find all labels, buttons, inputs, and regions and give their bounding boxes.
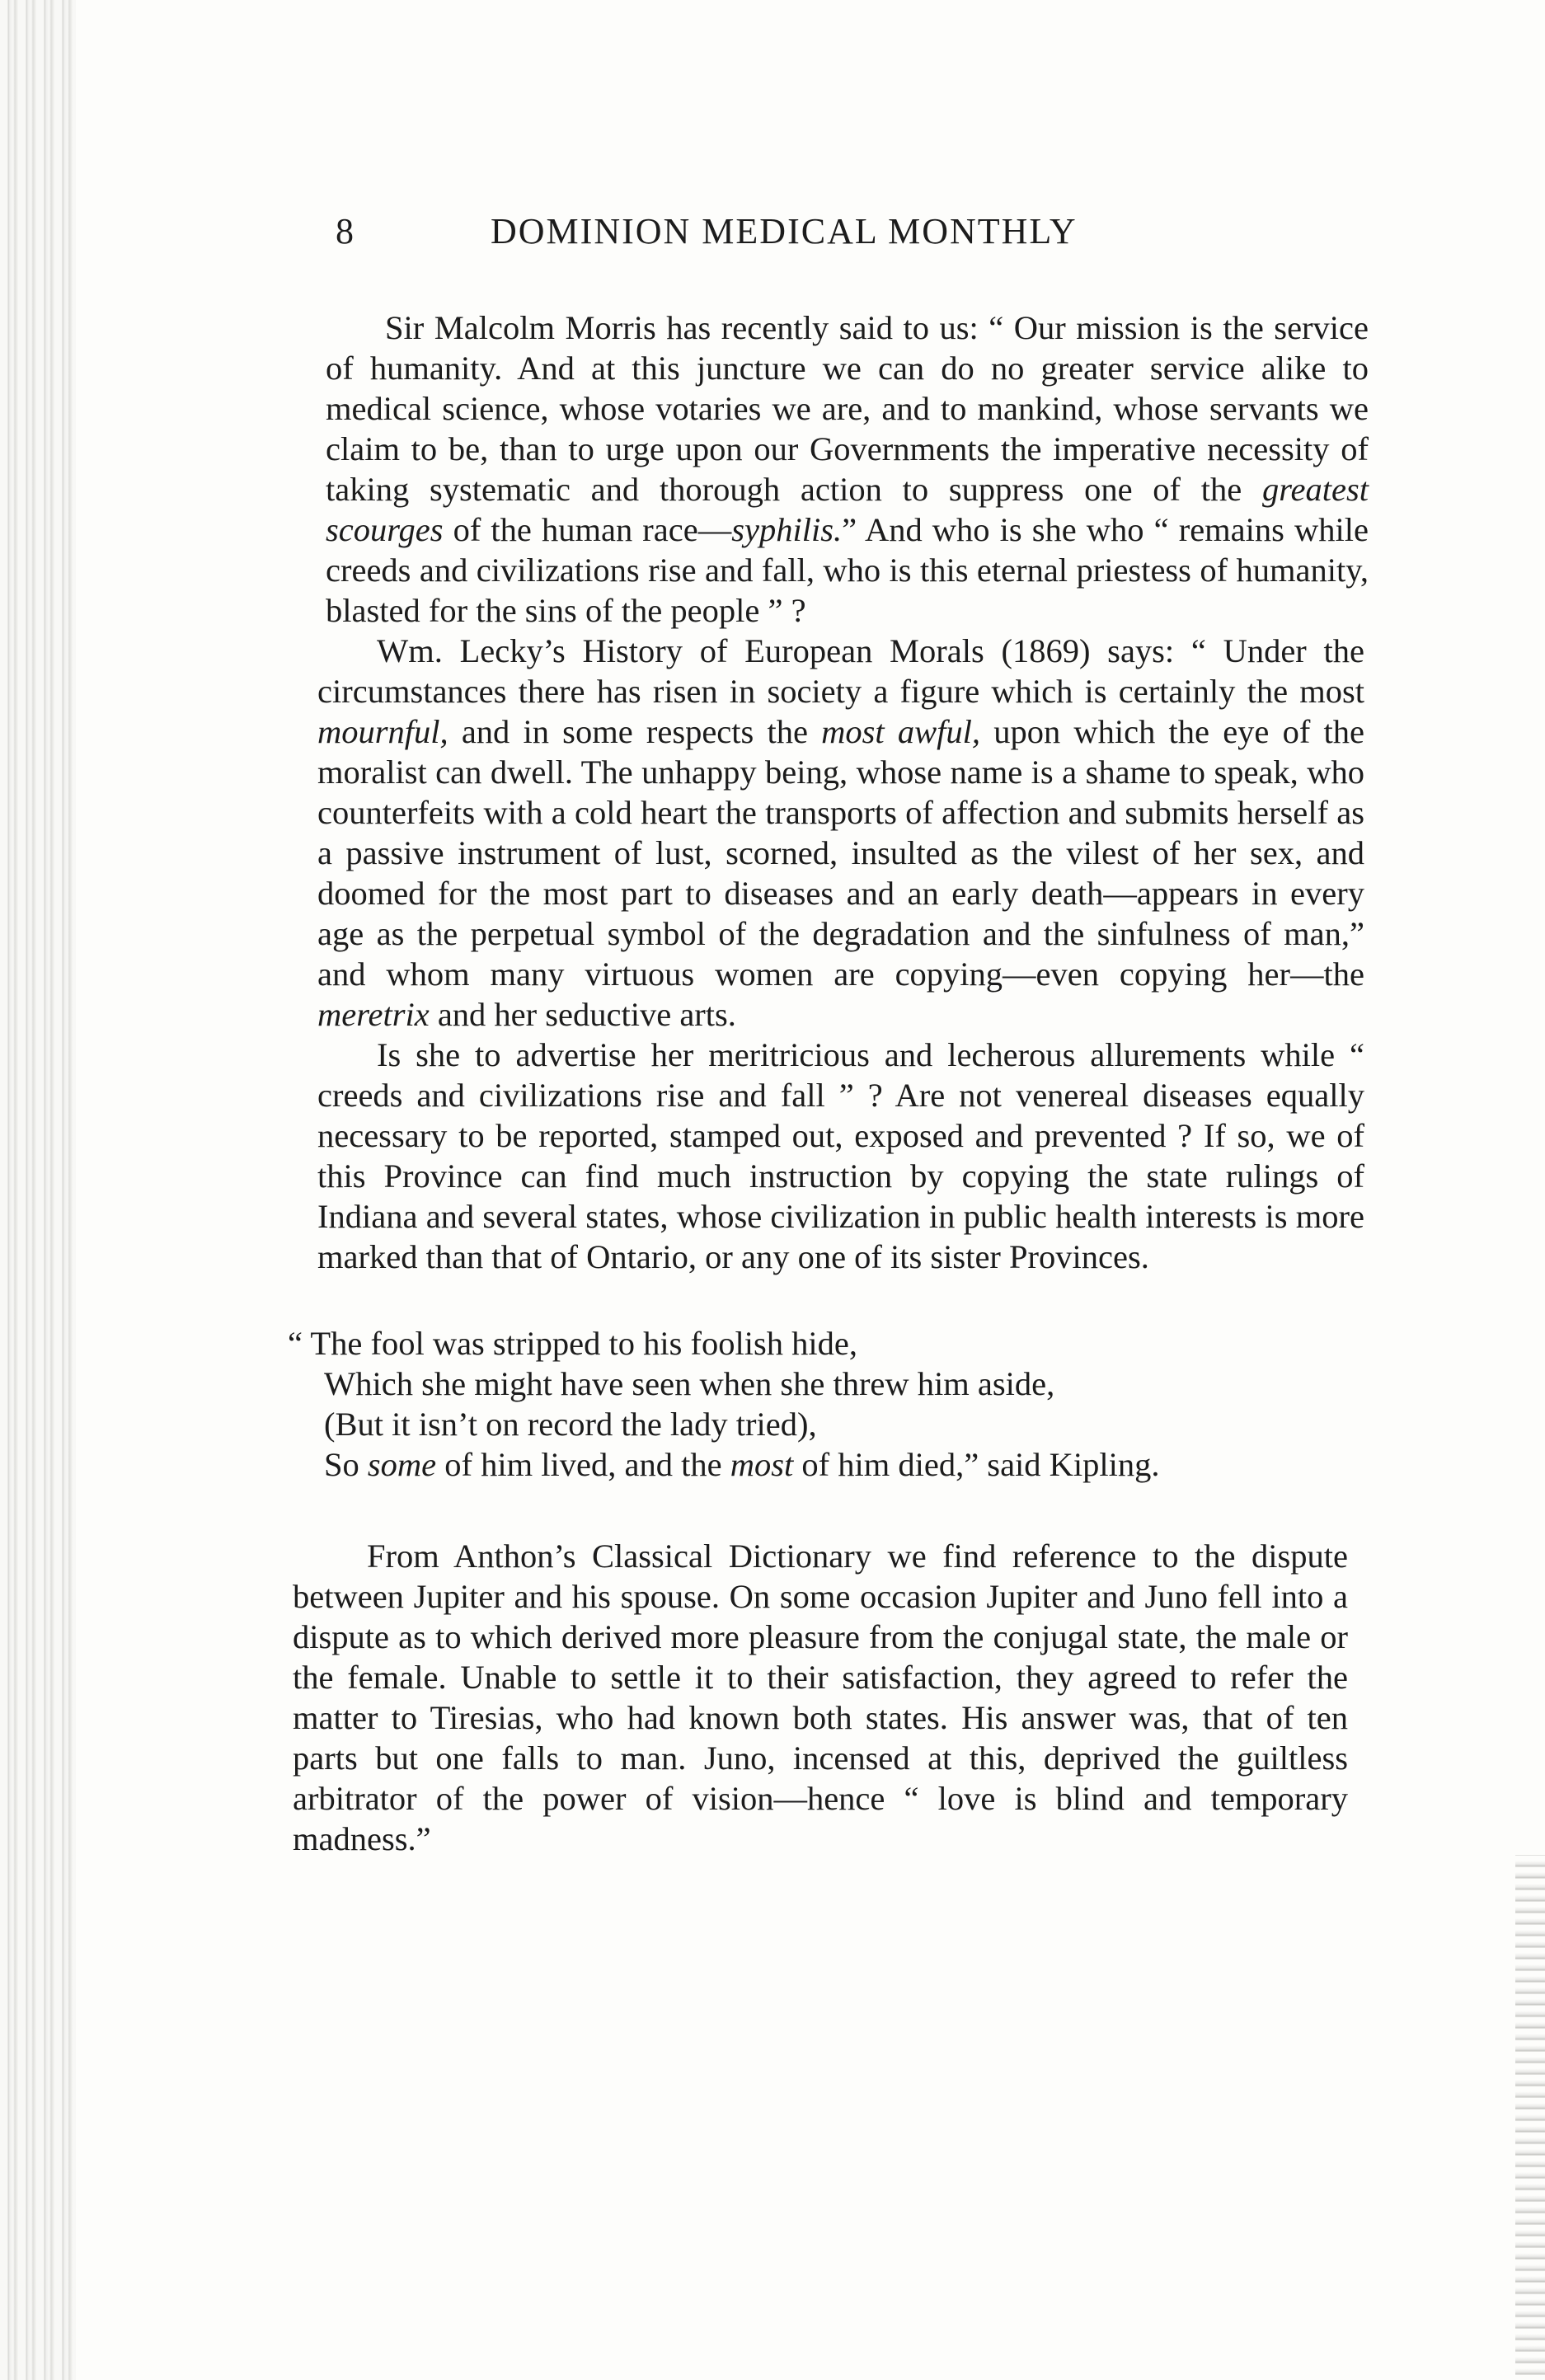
kipling-poem: [288, 1323, 1373, 1485]
poem-line-1: [288, 1323, 1373, 1364]
paragraph-lecky: [317, 631, 1364, 1035]
text-run: (But it isn’t on record the lady tried),: [324, 1406, 817, 1443]
journal-title: DOMINION MEDICAL MONTHLY: [491, 211, 1078, 251]
poem-line-4: [288, 1444, 1373, 1485]
poem-line-2: [288, 1364, 1373, 1404]
italic-phrase: some: [367, 1446, 437, 1483]
italic-phrase: meretrix: [317, 996, 430, 1033]
text-run: of him lived, and the: [436, 1446, 730, 1483]
paragraph-venereal-diseases: [317, 1035, 1364, 1277]
text-run: ” And who is she who “ remains while creeds and civilizations rise and fall, who is this eternal priestess of humanity, blasted for the sins of the people ” ?: [326, 511, 1369, 629]
paragraph-anthon: [293, 1536, 1348, 1859]
text-run: Wm. Lecky’s History of European Morals (1869) says: “ Under the circumstances there has risen in society a figure which is certainly the most: [317, 632, 1364, 710]
text-run: Which she might have seen when she threw him aside,: [324, 1365, 1055, 1402]
text-run: of the human race—: [443, 511, 732, 548]
italic-phrase: greatest scourges: [326, 471, 1369, 548]
text-run: Is she to advertise her meritricious and lecherous allurements while “ creeds and civilizations rise and fall ” ? Are not venereal diseases equally necessary to be reported, stamped out, exposed and prevented ? If so, we of this Province can find much instruction by copying the state rulings of Indiana and several states, whose civilization in public health interests is more marked than that of Ontario, or any one of its sister Provinces.: [317, 1036, 1364, 1275]
poem-line-3: [288, 1404, 1373, 1444]
page-number: 8: [336, 211, 354, 251]
text-run: of him died,” said Kipling.: [793, 1446, 1160, 1483]
italic-phrase: most: [730, 1446, 794, 1483]
italic-phrase: mournful,: [317, 713, 448, 750]
text-run: and in some respects the: [448, 713, 822, 750]
text-run: and her seductive arts.: [429, 996, 736, 1033]
italic-phrase: syphilis.: [731, 511, 843, 548]
scan-binding-edge: [0, 0, 76, 2380]
page-content: [276, 210, 1373, 1859]
text-run: upon which the eye of the moralist can dwell. The unhappy being, whose name is a shame to speak, who counterfeits with a cold heart the transports of affection and submits herself as a passive instrument of lust, scorned, insulted as the vilest of her sex, and doomed for the most part to diseases and an early death—appears in every age as the perpetual symbol of the degradation and the sinfulness of man,” and whom many virtuous women are copying—even copying her—the: [317, 713, 1364, 993]
text-run: So: [324, 1446, 368, 1483]
italic-phrase: most awful,: [821, 713, 980, 750]
text-run: “ The fool was stripped to his foolish hide,: [288, 1325, 858, 1362]
text-run: Sir Malcolm Morris has recently said to us: “ Our mission is the service of humanity. And at this juncture we can do no greater service alike to medical science, whose votaries we are, and to mankind, whose servants we claim to be, than to urge upon our Governments the imperative necessity of taking systematic and thorough action to suppress one of the: [326, 309, 1369, 508]
paragraph-morris: [326, 307, 1369, 631]
running-head: [276, 210, 1373, 276]
scan-page-edge: [1515, 1855, 1545, 2380]
text-run: From Anthon’s Classical Dictionary we find reference to the dispute between Jupiter and his spouse. On some occasion Jupiter and Juno fell into a dispute as to which derived more pleasure from the conjugal state, the male or the female. Unable to settle it to their satisfaction, they agreed to refer the matter to Tiresias, who had known both states. His answer was, that of ten parts but one falls to man. Juno, incensed at this, deprived the guiltless arbitrator of the power of vision—hence “ love is blind and temporary madness.”: [293, 1537, 1348, 1857]
